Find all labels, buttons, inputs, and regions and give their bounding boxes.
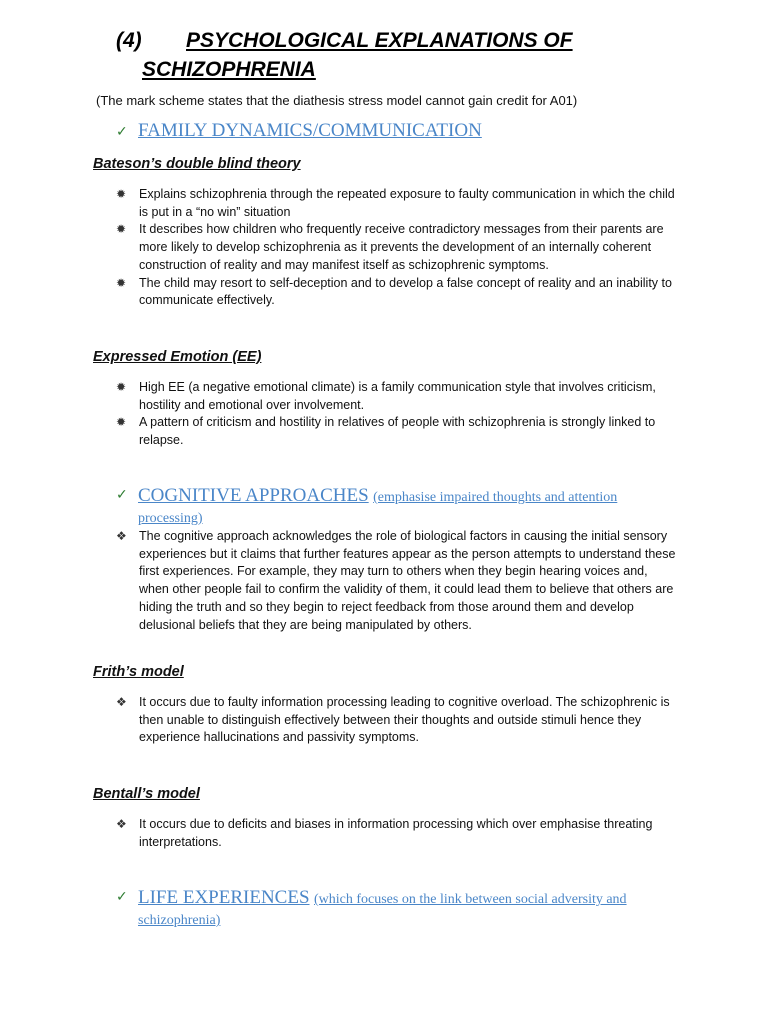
section-title-family: FAMILY DYNAMICS/COMMUNICATION: [138, 120, 482, 141]
check-icon: ✓: [116, 123, 128, 139]
sun-bullet-icon: ✹: [116, 187, 127, 201]
heading-bateson: Bateson’s double blind theory: [93, 156, 301, 172]
list-item-text: The cognitive approach acknowledges the role of biological factors in causing the initial sensory experiences but it claims that further features appear as the person attempts to understand these first experiences. For example, they may turn to others when they begin hearing voices and, when other people fail to confirm the validity of them, it could lead them to believe that others are hiding the truth and so they begin to reject feedback from those around them and develop delusional beliefs that they are being manipulated by others.: [139, 529, 676, 632]
sun-bullet-icon: ✹: [116, 275, 127, 290]
section-family-dynamics: [116, 120, 482, 142]
cognitive-list: [116, 528, 676, 634]
section-subtitle-cognitive: (emphasise impaired thoughts and attention processing): [138, 490, 618, 526]
list-item: [116, 379, 676, 414]
list-item: [116, 528, 676, 634]
section-cognitive: [116, 486, 673, 529]
title-line-1: PSYCHOLOGICAL EXPLANATIONS OF: [186, 29, 573, 52]
diamond-bullet-icon: ❖: [116, 695, 127, 709]
title-line-2: SCHIZOPHRENIA: [142, 58, 316, 81]
list-item-text: A pattern of criticism and hostility in relatives of people with schizophrenia is strongly linked to relapse.: [139, 415, 656, 448]
mark-scheme-note: (The mark scheme states that the diathesis stress model cannot gain credit for A01): [96, 93, 578, 108]
sun-bullet-icon: ✹: [116, 380, 127, 394]
check-icon: ✓: [116, 486, 128, 502]
page-title: [116, 26, 573, 84]
section-subtitle-life: (which focuses on the link between social adversity and schizophrenia): [138, 892, 627, 928]
expressed-emotion-list: [116, 379, 676, 450]
section-life-experiences: [116, 888, 658, 931]
list-item: [116, 186, 676, 221]
bateson-list: [116, 186, 676, 310]
diamond-bullet-icon: ❖: [116, 817, 127, 831]
heading-frith: Frith’s model: [93, 664, 184, 680]
section-title-cognitive: COGNITIVE APPROACHES: [138, 485, 369, 506]
list-item-text: High EE (a negative emotional climate) is a family communication style that involves criticism, hostility and emotional over involvement.: [139, 380, 656, 412]
list-item: [116, 414, 676, 449]
list-item-text: Explains schizophrenia through the repeated exposure to faulty communication in which the child is put in a “no win” situation: [139, 187, 675, 219]
check-icon: ✓: [116, 888, 128, 904]
list-item-text: It occurs due to faulty information processing leading to cognitive overload. The schizophrenic is then unable to distinguish effectively between their thoughts and outside stimuli hence they experience hallucinations and passivity symptoms.: [139, 695, 670, 745]
title-number: (4): [116, 29, 142, 52]
list-item: [116, 816, 676, 851]
heading-expressed-emotion: Expressed Emotion (EE): [93, 349, 262, 365]
heading-bentall: Bentall’s model: [93, 786, 200, 802]
list-item-text: The child may resort to self-deception and to develop a false concept of reality and an inability to communicate effectively.: [139, 275, 672, 308]
list-item: [116, 694, 676, 747]
section-title-life: LIFE EXPERIENCES: [138, 887, 310, 908]
list-item-text: It describes how children who frequently receive contradictory messages from their parents are more likely to develop schizophrenia as it prevents the development of an internally coherent construction of reality and may manifest itself as schizophrenic symptoms.: [139, 222, 664, 272]
list-item: [116, 221, 676, 274]
sun-bullet-icon: ✹: [116, 415, 127, 430]
diamond-bullet-icon: ❖: [116, 529, 127, 543]
bentall-list: [116, 816, 676, 851]
sun-bullet-icon: ✹: [116, 222, 127, 237]
list-item: [116, 275, 676, 310]
list-item-text: It occurs due to deficits and biases in information processing which over emphasise threating interpretations.: [139, 817, 653, 849]
frith-list: [116, 694, 676, 747]
